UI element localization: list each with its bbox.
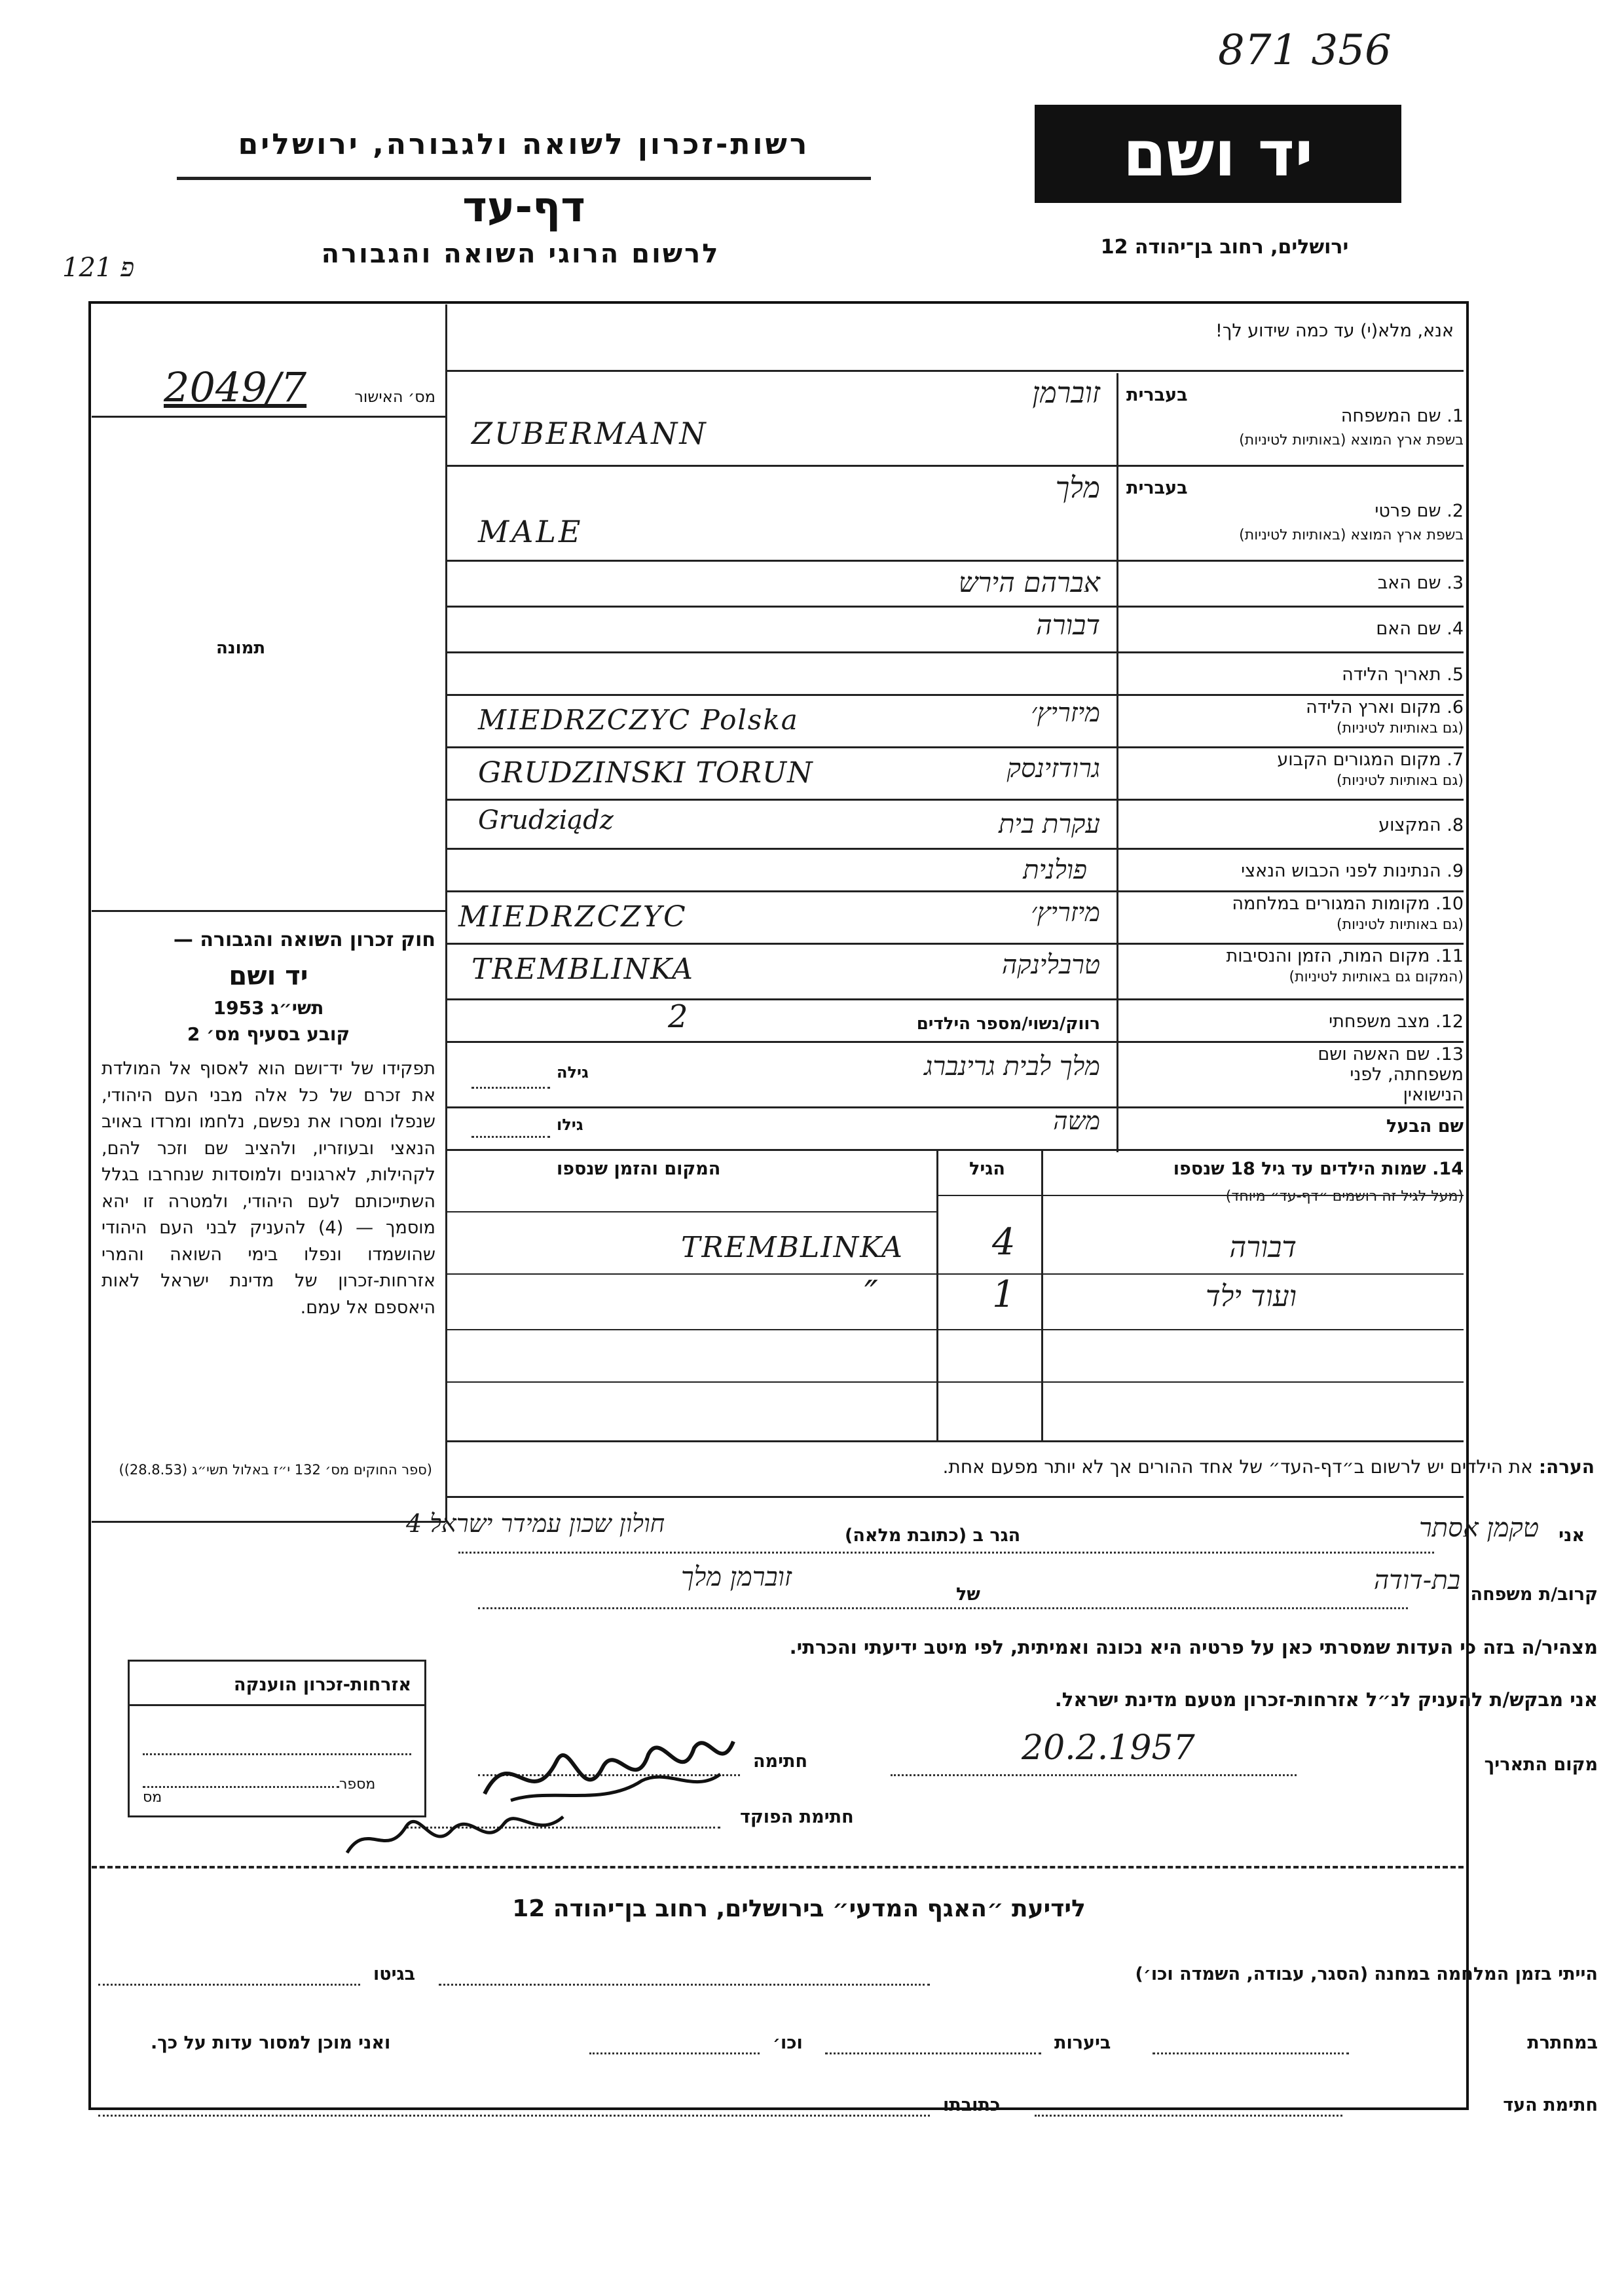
field-11-sub: (המקום גם באותיות לטיניות) — [1289, 969, 1464, 985]
law-body: תפקידו של יד־ושם הוא לאסוף אל המולדת את זכרם של כל אלה מבני העם היהודי, שנפלו ומסרו את נפשם, נלחמו ומרדו באויב הנאצי ובעוזריו, ולהציב שם וזכר להם, לקהילות, לארגונים ולמוסדות שנחרבו בגלל השתייכותם לעם היהודי, ולמטרה זו יהא מוסמך — (4) להעניק לבני העם היהודי שהושמדו ונפלו בימי השואה והמרי אזרחות-זכרון של מדינת ישראל לאות היאספם אל עמם. — [101, 1059, 435, 1318]
signature-label: חתימה — [753, 1751, 808, 1772]
field-5-label — [1342, 665, 1464, 685]
child-2-name: ועוד ילד — [1206, 1280, 1297, 1313]
field-12-label — [1329, 1011, 1464, 1032]
header-address: ירושלים, רחוב בן־יהודה 12 — [1100, 236, 1349, 259]
approval-value: 2049/7 — [164, 363, 307, 411]
form-subtitle: לרשום הרוגי השואה והגבורה — [321, 239, 720, 269]
citizenship-no-label: מס — [143, 1789, 162, 1806]
husband-label: שם הבעל — [1386, 1116, 1464, 1137]
field-6-label — [1306, 697, 1464, 718]
field-7-latin-value: GRUDZINSKI TORUN — [478, 756, 813, 790]
field-10-sub: (גם באותיות לטיניות) — [1337, 917, 1464, 933]
child-1-age: 4 — [992, 1221, 1016, 1264]
field-8-name: המקצוע — [1378, 815, 1441, 835]
archive-number: 871 356 — [1218, 26, 1392, 75]
law-box — [92, 910, 445, 1523]
child-2-age: 1 — [992, 1273, 1016, 1316]
in-hebrew-label-2: בעברית — [1126, 478, 1188, 498]
field-1-number: 1. — [1447, 406, 1464, 426]
citizenship-title: אזרחות-זכרון הוענקה — [234, 1675, 411, 1695]
law-source: (ספר החוקים מס׳ 132 י״ז באלול תשי״ג (28.8.53)) — [119, 1462, 432, 1478]
field-2-hebrew-value: מלך — [1055, 471, 1100, 505]
authority-line: רשות-זכרון לשואה ולגבורה, ירושלים — [238, 128, 810, 161]
field-6-sub: (גם באותיות לטיניות) — [1337, 720, 1464, 737]
children-header-note: (מעל לגיל זה רושמים ״דף-עד״ מיוחד) — [1225, 1188, 1464, 1205]
field-3-name: שם האב — [1377, 573, 1441, 593]
footer-title: לידיעת ״האגף המדעי״ בירושלים, רחוב בן־יהודה 12 — [512, 1895, 1086, 1922]
relation-value: בת-דודה — [1373, 1565, 1460, 1595]
field-9-name: הנתינות לפני הכבוש הנאצי — [1241, 861, 1441, 881]
declaration-date: 20.2.1957 — [1022, 1728, 1195, 1768]
field-1-hebrew-value: זוברמן — [1032, 376, 1100, 410]
field-3-label — [1378, 573, 1464, 593]
field-1-sub: בשפת ארץ המוצא (באותיות לטיניות) — [1239, 432, 1464, 448]
logo-text: יד ושם — [1122, 117, 1314, 191]
children-header-names-text: שמות הילדים עד גיל 18 שנספו — [1173, 1159, 1426, 1179]
husband-value: משה — [1053, 1106, 1100, 1135]
field-1-name: שם המשפחה — [1340, 406, 1441, 426]
law-title: חוק זכרון השואה והגבורה — — [173, 928, 435, 951]
field-7-sub: (גם באותיות לטיניות) — [1337, 773, 1464, 789]
declarant-address: חולון שכון עמידר ישראל 4 — [406, 1509, 665, 1538]
field-12-number: 12. — [1435, 1011, 1464, 1032]
field-9-value: פולנית — [1023, 855, 1087, 885]
child-2-place: ″ — [864, 1273, 878, 1316]
declarant-address-label: הגר ב (כתובת מלאה) — [845, 1525, 1021, 1546]
field-1-latin-value: ZUBERMANN — [471, 416, 708, 451]
field-12-children-count: 2 — [668, 998, 688, 1035]
field-7-label — [1277, 750, 1464, 770]
field-11-label — [1227, 946, 1464, 966]
children-header-place: המקום והזמן שנספו — [557, 1159, 721, 1179]
law-clause: קובע בסעיף מס׳ 2 — [187, 1023, 350, 1045]
officer-signature — [341, 1794, 576, 1866]
yad-vashem-logo — [1035, 105, 1401, 203]
law-name: יד ושם — [229, 961, 308, 991]
field-13-name: שם האשה ושם משפחתה, לפני הנישואין — [1318, 1044, 1464, 1106]
law-year: תשי״ג 1953 — [213, 997, 324, 1019]
field-10-latin-value: MIEDRZCZYC — [458, 900, 688, 934]
field-4-name: שם האם — [1376, 619, 1441, 639]
field-11-number: 11. — [1435, 946, 1464, 966]
husband-age-label: גילו — [557, 1116, 583, 1134]
note-line — [612, 1457, 1595, 1478]
note-label: הערה: — [1538, 1456, 1595, 1478]
footer-line2-a: במחתרת — [1527, 2033, 1598, 2053]
field-12-name: מצב משפחתי — [1329, 1011, 1430, 1032]
field-6-value: מיזריץ׳ — [1031, 698, 1100, 728]
form-instruction: אנא, מלא(י) עד כמה שידוע לך! — [1215, 321, 1454, 341]
field-1-label — [1341, 406, 1464, 426]
field-10-value: מיזריץ׳ — [1031, 898, 1100, 928]
footer-line3-b: כתובתו — [943, 2095, 1001, 2115]
field-8-label — [1378, 815, 1464, 835]
field-11-value: טרבלינקה — [1001, 950, 1100, 980]
field-4-value: דבורה — [1036, 609, 1100, 641]
field-2-label — [1375, 501, 1464, 521]
field-5-name: תאריך הלידה — [1342, 665, 1441, 685]
field-3-number: 3. — [1447, 573, 1464, 593]
field-8-number: 8. — [1447, 815, 1464, 835]
field-5-number: 5. — [1447, 665, 1464, 685]
field-4-number: 4. — [1447, 619, 1464, 639]
children-header-number: 14. — [1432, 1159, 1464, 1179]
field-2-number: 2. — [1447, 501, 1464, 521]
field-7-latin-value-2: Grudziądz — [478, 805, 614, 835]
field-10-label — [1232, 894, 1464, 914]
field-13-number: 13. — [1435, 1044, 1464, 1065]
field-11-latin-value: TREMBLINKA — [471, 953, 694, 986]
child-1-name: דבורה — [1229, 1231, 1297, 1264]
officer-signature-label: חתימת הפוקד — [740, 1807, 854, 1827]
field-13-label — [1306, 1044, 1464, 1105]
place-date-label: מקום התאריך — [1484, 1755, 1598, 1775]
footer-line2-end: ואני מוכן למסור עדות על כך. — [151, 2033, 391, 2053]
footer-line1-text: הייתי בזמן המלחמה במחנה (הסגר, עבודה, השמדה וכו׳) — [1135, 1964, 1598, 1984]
relation-label: קרוב/ת משפחה — [1470, 1584, 1598, 1605]
declaration-text: מצהיר/ה בזה כי העדות שמסרתי כאן על פרטיה היא נכונה ואמיתית, לפי מיטב ידיעתי והכרתי. — [789, 1636, 1598, 1658]
field-7-name: מקום המגורים הקבוע — [1277, 750, 1441, 770]
field-4-label — [1376, 619, 1464, 639]
footer-line2-c: וכו׳ — [773, 2033, 803, 2053]
footer-line3-a: חתימת העד — [1503, 2095, 1598, 2115]
note-text: את הילדים יש לרשום ב״דף-העד״ של אחד ההורים אך לא יותר מפעם אחת. — [942, 1456, 1533, 1478]
field-7-value: גרודזינסק — [1006, 754, 1100, 784]
children-header-names — [1064, 1159, 1464, 1179]
field-9-label — [1241, 861, 1464, 881]
field-6-latin-value: MIEDRZCZYC Polska — [478, 704, 799, 736]
photo-label: תמונה — [216, 638, 266, 658]
field-6-name: מקום וארץ הלידה — [1306, 697, 1441, 718]
field-2-name: שם פרטי — [1375, 501, 1441, 521]
approval-label: מס׳ האישור — [354, 388, 435, 406]
form-title: דף-עד — [462, 183, 585, 232]
declarant-name: טקמן אסתר — [1419, 1513, 1539, 1543]
field-13-value: מלך לבית גרינברג — [924, 1051, 1100, 1082]
child-1-place: TREMBLINKA — [681, 1231, 904, 1264]
citizenship-number-label: מספר — [339, 1776, 376, 1793]
field-13-age-label: גילה — [557, 1063, 589, 1082]
field-9-number: 9. — [1447, 861, 1464, 881]
declarant-i-label: אני — [1559, 1525, 1585, 1546]
field-7-number: 7. — [1447, 750, 1464, 770]
field-6-number: 6. — [1447, 697, 1464, 718]
in-hebrew-label-1: בעברית — [1126, 385, 1188, 405]
children-header-age: הגיל — [969, 1159, 1005, 1179]
of-name: זוברמן מלך — [681, 1562, 792, 1592]
footer-line2-b: ביערות — [1054, 2033, 1111, 2053]
field-3-value: אברהם הירש — [958, 566, 1100, 598]
of-label: של — [956, 1584, 980, 1605]
footer-line1-end: בגיטו — [373, 1964, 416, 1984]
field-11-name: מקום המות, הזמן והנסיבות — [1226, 946, 1430, 966]
field-2-sub: בשפת ארץ המוצא (באותיות לטיניות) — [1239, 527, 1464, 543]
field-10-name: מקומות המגורים במלחמה — [1232, 894, 1430, 914]
field-10-number: 10. — [1435, 894, 1464, 914]
field-8-value: עקרת בית — [999, 809, 1100, 839]
request-text: אני מבקש/ת להעניק לנ״ל אזרחות-זכרון מטעם מדינת ישראל. — [1054, 1688, 1598, 1711]
approval-box — [92, 324, 445, 418]
page-mark: 121 פ — [62, 253, 135, 283]
field-12-status-options: רווק/נשוי/מספר הילדים — [916, 1014, 1100, 1034]
field-2-latin-value: MALE — [478, 514, 583, 549]
